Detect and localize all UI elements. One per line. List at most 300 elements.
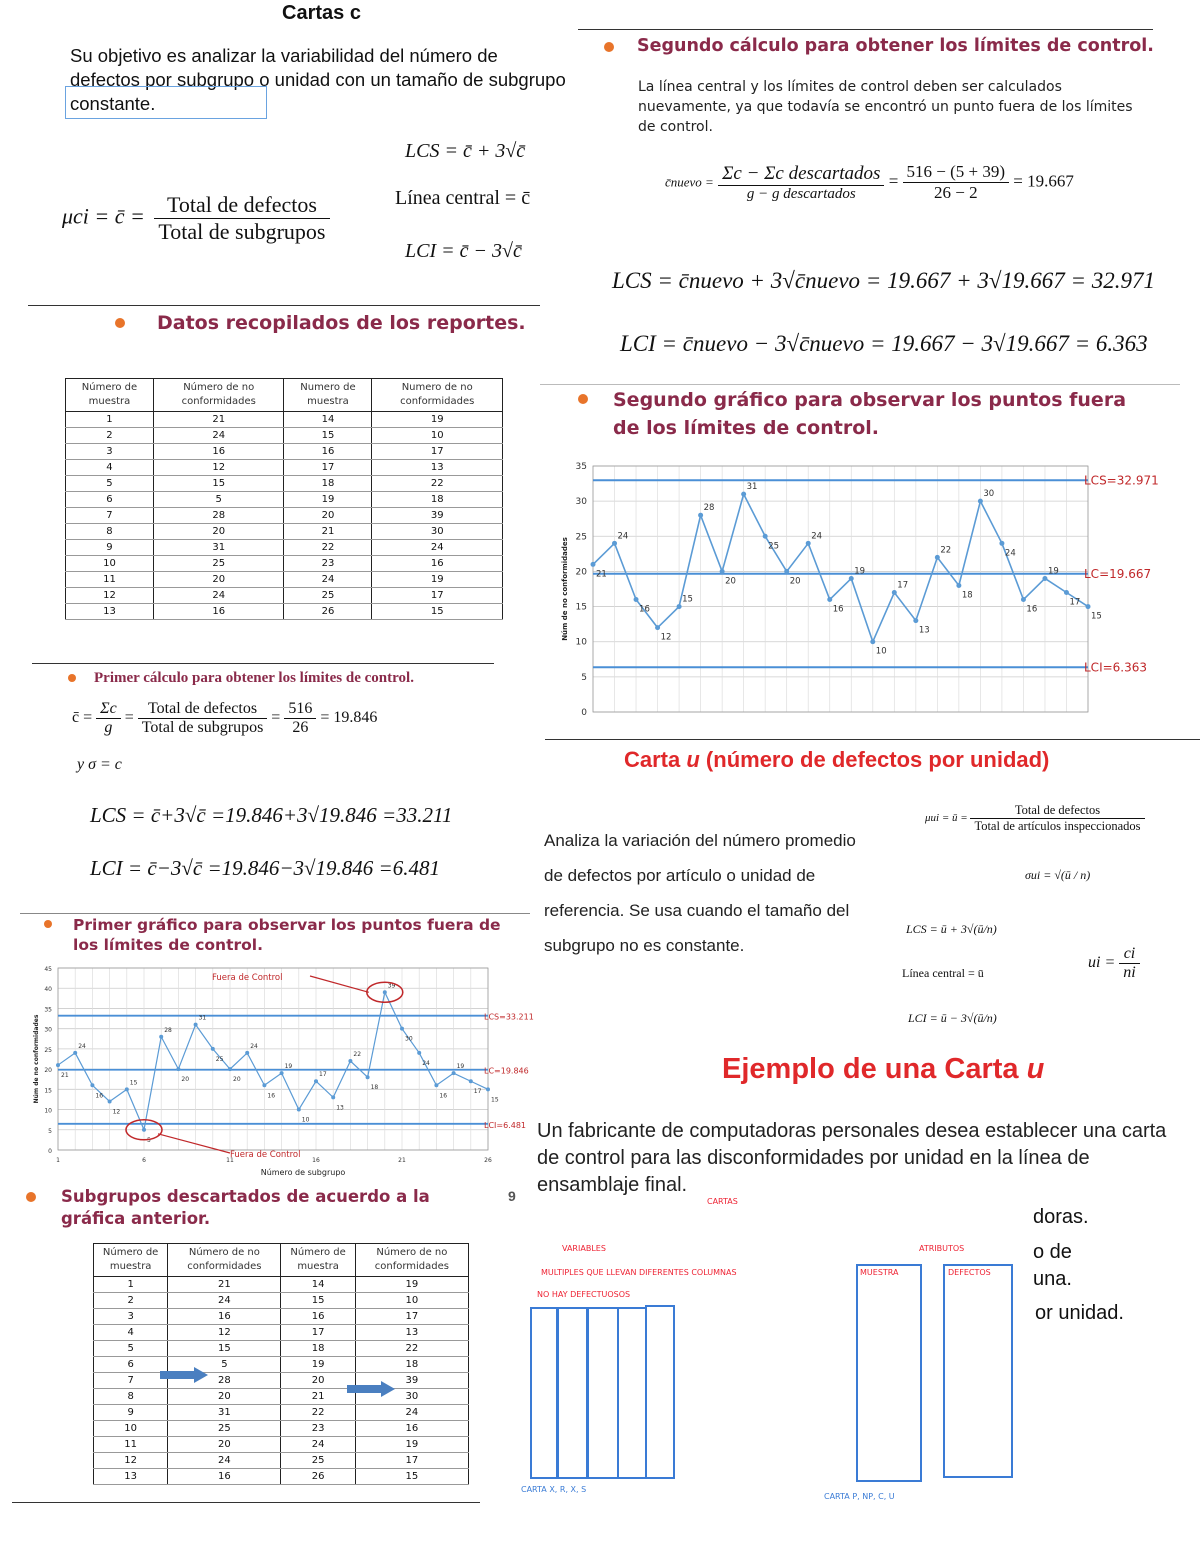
table-cell: 2 [66, 428, 154, 444]
data-label: 18 [370, 1084, 379, 1092]
table-cell: 13 [355, 1325, 468, 1341]
table-cell: 24 [168, 1293, 281, 1309]
cartau-ui-den: ni [1123, 964, 1136, 981]
data-point [763, 534, 768, 539]
data-label: 30 [983, 489, 995, 500]
table-cell: 12 [94, 1453, 168, 1469]
table-cell: 24 [372, 540, 503, 556]
table-row [94, 1373, 469, 1389]
table-row [94, 1309, 469, 1325]
table-cell: 19 [372, 412, 503, 428]
data-point [245, 1051, 249, 1055]
data-point [262, 1083, 266, 1087]
data-label: 24 [617, 531, 629, 542]
table-cell: 18 [372, 492, 503, 508]
lcs-formula: LCS = c̄ + 3√c̄ [405, 140, 526, 162]
table-cell: 9 [94, 1405, 168, 1421]
table-cell: 6 [94, 1357, 168, 1373]
table-row [66, 492, 503, 508]
mu-lhs: μci = c̄ = [62, 203, 145, 229]
data-point [56, 1063, 60, 1067]
table-cell: 17 [281, 1325, 355, 1341]
table-cell: 22 [372, 476, 503, 492]
table-cell: 5 [94, 1341, 168, 1357]
table-cell: 24 [355, 1405, 468, 1421]
data-point [677, 604, 682, 609]
data-label: 13 [918, 625, 930, 636]
table-cell: 19 [281, 1357, 355, 1373]
data-label: 13 [336, 1104, 344, 1112]
data-point [612, 541, 617, 546]
x-tick-label: 1 [56, 1157, 60, 1164]
table-cell: 15 [153, 476, 284, 492]
table-cell: 22 [281, 1405, 355, 1421]
table-cell: 14 [284, 412, 372, 428]
data-point [90, 1083, 94, 1087]
sketch-atributos: ATRIBUTOS [919, 1244, 965, 1253]
cartau-lc: Línea central = ū [902, 966, 984, 980]
table-cell: 18 [284, 476, 372, 492]
calc1-lci: LCI = c̄−3√c̄ =19.846−3√19.846 =6.481 [90, 856, 440, 880]
data-label: 18 [961, 590, 973, 601]
table-cell: 8 [94, 1389, 168, 1405]
table-cell: 15 [355, 1469, 468, 1485]
y-tick-label: 35 [575, 462, 587, 472]
table-cell: 15 [284, 428, 372, 444]
y-tick-label: 25 [44, 1046, 52, 1054]
table-cell: 17 [372, 588, 503, 604]
cartau-mu-lhs: μui = ū = [925, 812, 968, 825]
data-point [892, 590, 897, 595]
x-tick-label: 16 [312, 1157, 320, 1164]
table-header: Número de muestra [281, 1244, 355, 1277]
table-cell: 19 [284, 492, 372, 508]
table-cell: 15 [168, 1341, 281, 1357]
table-cell: 17 [372, 444, 503, 460]
table-cell: 17 [284, 460, 372, 476]
data-point [999, 541, 1004, 546]
page-marker: 9 [508, 1188, 516, 1204]
table-cell: 4 [66, 460, 154, 476]
cut-text-1: doras. [1033, 1206, 1089, 1228]
table-cell: 12 [168, 1325, 281, 1341]
calc1-heading: Primer cálculo para obtener los límites de control. [94, 670, 414, 686]
y-tick-label: 30 [575, 497, 587, 508]
divider [20, 913, 530, 914]
table-cell: 1 [66, 412, 154, 428]
bullet-icon [44, 920, 52, 928]
sketch-defectos: DEFECTOS [948, 1268, 991, 1277]
data-label: 19 [854, 566, 866, 577]
cartau-text: Analiza la variación del número promedio de defectos por artículo o unidad de referencia. Se usa cuando el tamaño del subgrupo no es constante. [544, 831, 856, 955]
cartau-ui-num: ci [1119, 945, 1139, 964]
bullet-icon [578, 394, 588, 404]
calc1-d-num: 516 [284, 700, 316, 719]
control-chart-1 [30, 960, 534, 1180]
table-cell: 28 [153, 508, 284, 524]
cartau-lci: LCI = ū − 3√(ū/n) [908, 1011, 997, 1025]
divider [12, 1502, 480, 1503]
cartau-mu-num: Total de defectos [970, 803, 1144, 819]
table-cell: 11 [66, 572, 154, 588]
table-cell: 20 [168, 1389, 281, 1405]
table-cell: 39 [355, 1373, 468, 1389]
y-tick-label: 30 [44, 1026, 52, 1034]
table-cell: 22 [284, 540, 372, 556]
table-row [66, 508, 503, 524]
control-limit-label: LC=19.667 [1084, 566, 1152, 581]
data-label: 21 [61, 1072, 69, 1080]
data-label: 15 [491, 1096, 499, 1104]
data-point [1086, 604, 1091, 609]
table-row [66, 444, 503, 460]
data-label: 16 [832, 604, 844, 615]
data-point [913, 618, 918, 623]
data-point [698, 513, 703, 518]
ejemplo-text: Un fabricante de computadoras personales desea establecer una carta de control para las disconformidades por unidad en la línea de ensamblaje final. [537, 1120, 1167, 1196]
table-cell: 20 [168, 1437, 281, 1453]
y-tick-label: 20 [575, 567, 587, 578]
y-tick-label: 0 [581, 708, 587, 718]
arrow-icon [160, 1367, 210, 1383]
calc1-b-num: Σc [96, 700, 121, 719]
data-label: 15 [682, 594, 693, 605]
descartados-heading: Subgrupos descartados de acuerdo a la gráfica anterior. [61, 1187, 430, 1228]
data-label: 24 [422, 1059, 430, 1067]
table-cell: 30 [355, 1389, 468, 1405]
data-point [228, 1067, 232, 1071]
table-cell: 6 [66, 492, 154, 508]
divider [28, 305, 540, 306]
data-label: 12 [112, 1108, 121, 1116]
control-limit-label: LCI=6.481 [484, 1120, 527, 1130]
cnuevo-num2: 516 − (5 + 39) [903, 162, 1010, 183]
table-cell: 20 [153, 524, 284, 540]
calc2-heading: Segundo cálculo para obtener los límites de control. [637, 36, 1154, 56]
data-point [720, 569, 725, 574]
table-cell: 3 [66, 444, 154, 460]
table-cell: 16 [284, 444, 372, 460]
ejemplo-title-u: u [1026, 1053, 1045, 1085]
cut-text-2: o de [1033, 1241, 1072, 1263]
table-row [94, 1341, 469, 1357]
y-tick-label: 45 [44, 966, 52, 973]
y-tick-label: 40 [44, 986, 52, 994]
data-label: 31 [198, 1014, 207, 1022]
table-cell: 15 [281, 1293, 355, 1309]
data-point [827, 597, 832, 602]
table-cell: 21 [153, 412, 284, 428]
table-cell: 25 [168, 1421, 281, 1437]
y-tick-label: 35 [44, 1006, 52, 1014]
data-point [806, 541, 811, 546]
table-row [66, 540, 503, 556]
table-cell: 16 [168, 1469, 281, 1485]
table-cell: 16 [281, 1309, 355, 1325]
sketch-cartas: CARTAS [707, 1197, 738, 1206]
data-point [655, 625, 660, 630]
data-label: 17 [897, 580, 909, 591]
cartau-mu [925, 803, 1145, 834]
data-label: 19 [456, 1063, 465, 1071]
data-label: 28 [703, 503, 715, 514]
table-cell: 16 [153, 444, 284, 460]
calc1-sigma: y σ = c [77, 756, 122, 773]
data-label: 19 [284, 1063, 293, 1071]
table-cell: 16 [153, 604, 284, 620]
ejemplo-title-a: Ejemplo de una Carta [722, 1053, 1027, 1085]
data-label: 24 [1004, 548, 1016, 559]
sketch-cartaxr: CARTA X, R, X, S [521, 1485, 587, 1494]
table-cell: 5 [66, 476, 154, 492]
data-label: 20 [725, 576, 736, 587]
data-point [978, 499, 983, 504]
data-label: 25 [215, 1055, 224, 1063]
datos-heading: Datos recopilados de los reportes. [157, 312, 526, 334]
table-cell: 25 [284, 588, 372, 604]
sketch-column [645, 1305, 675, 1479]
table-cell: 20 [153, 572, 284, 588]
data-label: 24 [78, 1042, 86, 1050]
data-point [434, 1083, 438, 1087]
mu-num: Total de defectos [154, 192, 329, 219]
y-tick-label: 0 [48, 1148, 52, 1155]
table-cell: 8 [66, 524, 154, 540]
y-tick-label: 10 [44, 1107, 52, 1115]
data-point [297, 1108, 301, 1112]
data-point [73, 1051, 77, 1055]
table-cell: 7 [94, 1373, 168, 1389]
data-point [159, 1035, 163, 1039]
data-label: 20 [181, 1076, 190, 1084]
data-point [1064, 590, 1069, 595]
data-label: 15 [129, 1079, 138, 1087]
calc2-text: La línea central y los límites de control deben ser calculados nuevamente, ya que todavía se encontró un punto fuera de los límites de control. [638, 79, 1133, 135]
divider [545, 739, 1200, 740]
data-point [1042, 576, 1047, 581]
calc1-c-den: Total de subgrupos [141, 719, 264, 736]
table-cell: 10 [372, 428, 503, 444]
table-cell: 9 [66, 540, 154, 556]
data-label: 16 [95, 1092, 104, 1100]
table-cell: 7 [66, 508, 154, 524]
data-point [314, 1079, 318, 1083]
y-tick-label: 25 [575, 532, 587, 543]
table-row [94, 1405, 469, 1421]
data-label: 10 [875, 646, 887, 657]
sketch-variables: VARIABLES [562, 1244, 606, 1253]
table-cell: 23 [284, 556, 372, 572]
table-row [94, 1357, 469, 1373]
table-row [94, 1469, 469, 1485]
table-row [66, 412, 503, 428]
sketch-column [943, 1264, 1013, 1478]
data-point [383, 990, 387, 994]
table-row [66, 460, 503, 476]
lci-formula: LCI = c̄ − 3√c̄ [405, 240, 522, 262]
data-label: 10 [301, 1116, 310, 1124]
sketch-muestra: MUESTRA [860, 1268, 899, 1277]
table-row [94, 1453, 469, 1469]
graph2-heading: Segundo gráfico para observar los puntos fuera de los límites de control. [613, 389, 1127, 439]
table-cell: 10 [66, 556, 154, 572]
data-point [935, 555, 940, 560]
table-row [66, 556, 503, 572]
table-cell: 18 [281, 1341, 355, 1357]
sketch-nohay: NO HAY DEFECTUOSOS [537, 1290, 631, 1299]
arrow-icon [347, 1381, 397, 1397]
bullet-icon [604, 42, 614, 52]
table-cell: 16 [372, 556, 503, 572]
data-label: 31 [746, 482, 758, 493]
sketch-column [856, 1264, 922, 1482]
series-line [593, 494, 1088, 642]
bullet-icon [68, 674, 76, 682]
data-point [486, 1087, 490, 1091]
data-point [417, 1051, 421, 1055]
data-label: 20 [789, 576, 801, 587]
cut-text-4: or unidad. [1035, 1302, 1124, 1324]
data-point [634, 597, 639, 602]
data-label: 17 [319, 1071, 327, 1079]
table-header: Número de no conformidades [355, 1244, 468, 1277]
bullet-icon [26, 1192, 36, 1202]
data-point [741, 492, 746, 497]
data-point [870, 639, 875, 644]
table-cell: 21 [281, 1389, 355, 1405]
table-row [66, 588, 503, 604]
table-cell: 24 [281, 1437, 355, 1453]
table-cell: 15 [372, 604, 503, 620]
calc1-e: = 19.846 [320, 709, 378, 727]
cartau-mu-den: Total de artículos inspeccionados [974, 819, 1141, 833]
cnuevo-lhs: c̄nuevo = [665, 174, 714, 190]
data-label: 17 [1069, 597, 1081, 608]
cartau-title-a: Carta [624, 747, 687, 772]
data-point [125, 1087, 129, 1091]
table-cell: 26 [281, 1469, 355, 1485]
table-cell: 22 [355, 1341, 468, 1357]
data-point [452, 1071, 456, 1075]
annotation-arrow [310, 976, 369, 992]
table-row [66, 476, 503, 492]
control-limit-label: LCS=32.971 [1084, 473, 1159, 488]
page-title: Cartas c [282, 2, 361, 24]
cnuevo-den2: 26 − 2 [934, 183, 978, 202]
table-header: Numero de no conformidades [372, 379, 503, 412]
table-cell: 11 [94, 1437, 168, 1453]
x-axis-label: Número de subgrupo [260, 1168, 346, 1177]
x-tick-label: 11 [226, 1157, 234, 1164]
table-cell: 12 [66, 588, 154, 604]
table-row [66, 604, 503, 620]
table-cell: 1 [94, 1277, 168, 1293]
data-label: 16 [439, 1092, 448, 1100]
data-point [176, 1067, 180, 1071]
bullet-icon [115, 318, 125, 328]
data-label: 20 [233, 1076, 241, 1084]
graph1-heading: Primer gráfico para observar los puntos fuera de los límites de control. [73, 916, 501, 954]
data-point [784, 569, 789, 574]
sketch-column [557, 1307, 588, 1479]
data-label: 24 [811, 531, 823, 542]
cartau-title-b: (número de defectos por unidad) [699, 747, 1050, 772]
data-label: 21 [596, 569, 607, 580]
table-cell: 19 [372, 572, 503, 588]
table-row [94, 1277, 469, 1293]
divider [540, 384, 1180, 385]
table-cell: 5 [168, 1357, 281, 1373]
calc2-lcs: LCS = c̄nuevo + 3√c̄nuevo = 19.667 + 3√19.667 = 32.971 [612, 268, 1155, 293]
x-tick-label: 6 [142, 1157, 146, 1164]
table-cell: 2 [94, 1293, 168, 1309]
cartau-title [624, 747, 1049, 773]
calc1-d-den: 26 [292, 719, 309, 736]
cnuevo-den: g − g descartados [746, 185, 856, 202]
intro-text: Su objetivo es analizar la variabilidad del número de defectos por subgrupo o unidad con un tamaño de subgrupo constante. [70, 45, 566, 114]
table-cell: 39 [372, 508, 503, 524]
data-point [469, 1079, 473, 1083]
table-cell: 26 [284, 604, 372, 620]
calc2-cnuevo: c̄nuevo = $\frac{\text{Σc − Σc descartados}}{\text{g − g descartados}}$ = $\frac{516 - (5 + 39)}{26 - 2}$ = 19.667 [665, 162, 1074, 202]
data-point [211, 1047, 215, 1051]
sketch-cartap: CARTA P, NP, C, U [824, 1492, 895, 1501]
data-label: 16 [639, 604, 650, 615]
table-cell: 16 [355, 1421, 468, 1437]
data-point [348, 1059, 352, 1063]
data-label: 16 [1026, 604, 1038, 615]
table-header: Número de muestra [94, 1244, 168, 1277]
ejemplo-title [722, 1053, 1044, 1086]
data-point [108, 1099, 112, 1103]
table-cell: 5 [153, 492, 284, 508]
data-point [591, 562, 596, 567]
table-row [94, 1325, 469, 1341]
table-header: Número de no conformidades [168, 1244, 281, 1277]
cartau-title-u: u [686, 747, 700, 772]
divider [32, 663, 494, 664]
table-cell: 31 [153, 540, 284, 556]
y-tick-label: 10 [575, 637, 587, 648]
table-header: Numero de muestra [284, 379, 372, 412]
data-point [1021, 597, 1026, 602]
table-row [66, 524, 503, 540]
table-row [94, 1293, 469, 1309]
table-cell: 13 [66, 604, 154, 620]
table-row [94, 1389, 469, 1405]
table-cell: 10 [355, 1293, 468, 1309]
sketch-column [587, 1307, 619, 1479]
table-cell: 21 [168, 1277, 281, 1293]
table-cell: 30 [372, 524, 503, 540]
table-cell: 24 [153, 428, 284, 444]
sketch-column [617, 1307, 647, 1479]
calc1-a: c̄ = [72, 709, 93, 727]
table-cell: 24 [284, 572, 372, 588]
y-tick-label: 15 [44, 1087, 52, 1095]
control-chart-2 [555, 455, 1165, 720]
lc-formula: Línea central = c̄ [395, 187, 531, 209]
cut-text-3: una. [1033, 1268, 1072, 1290]
table-row [66, 572, 503, 588]
data-point [280, 1071, 284, 1075]
table-cell: 16 [168, 1309, 281, 1325]
table-cell: 25 [281, 1453, 355, 1469]
y-axis-label: Núm de no conformidades [33, 1014, 40, 1104]
table-row [94, 1437, 469, 1453]
table-cell: 3 [94, 1309, 168, 1325]
calc1-c-num: Total de defectos [138, 700, 268, 719]
